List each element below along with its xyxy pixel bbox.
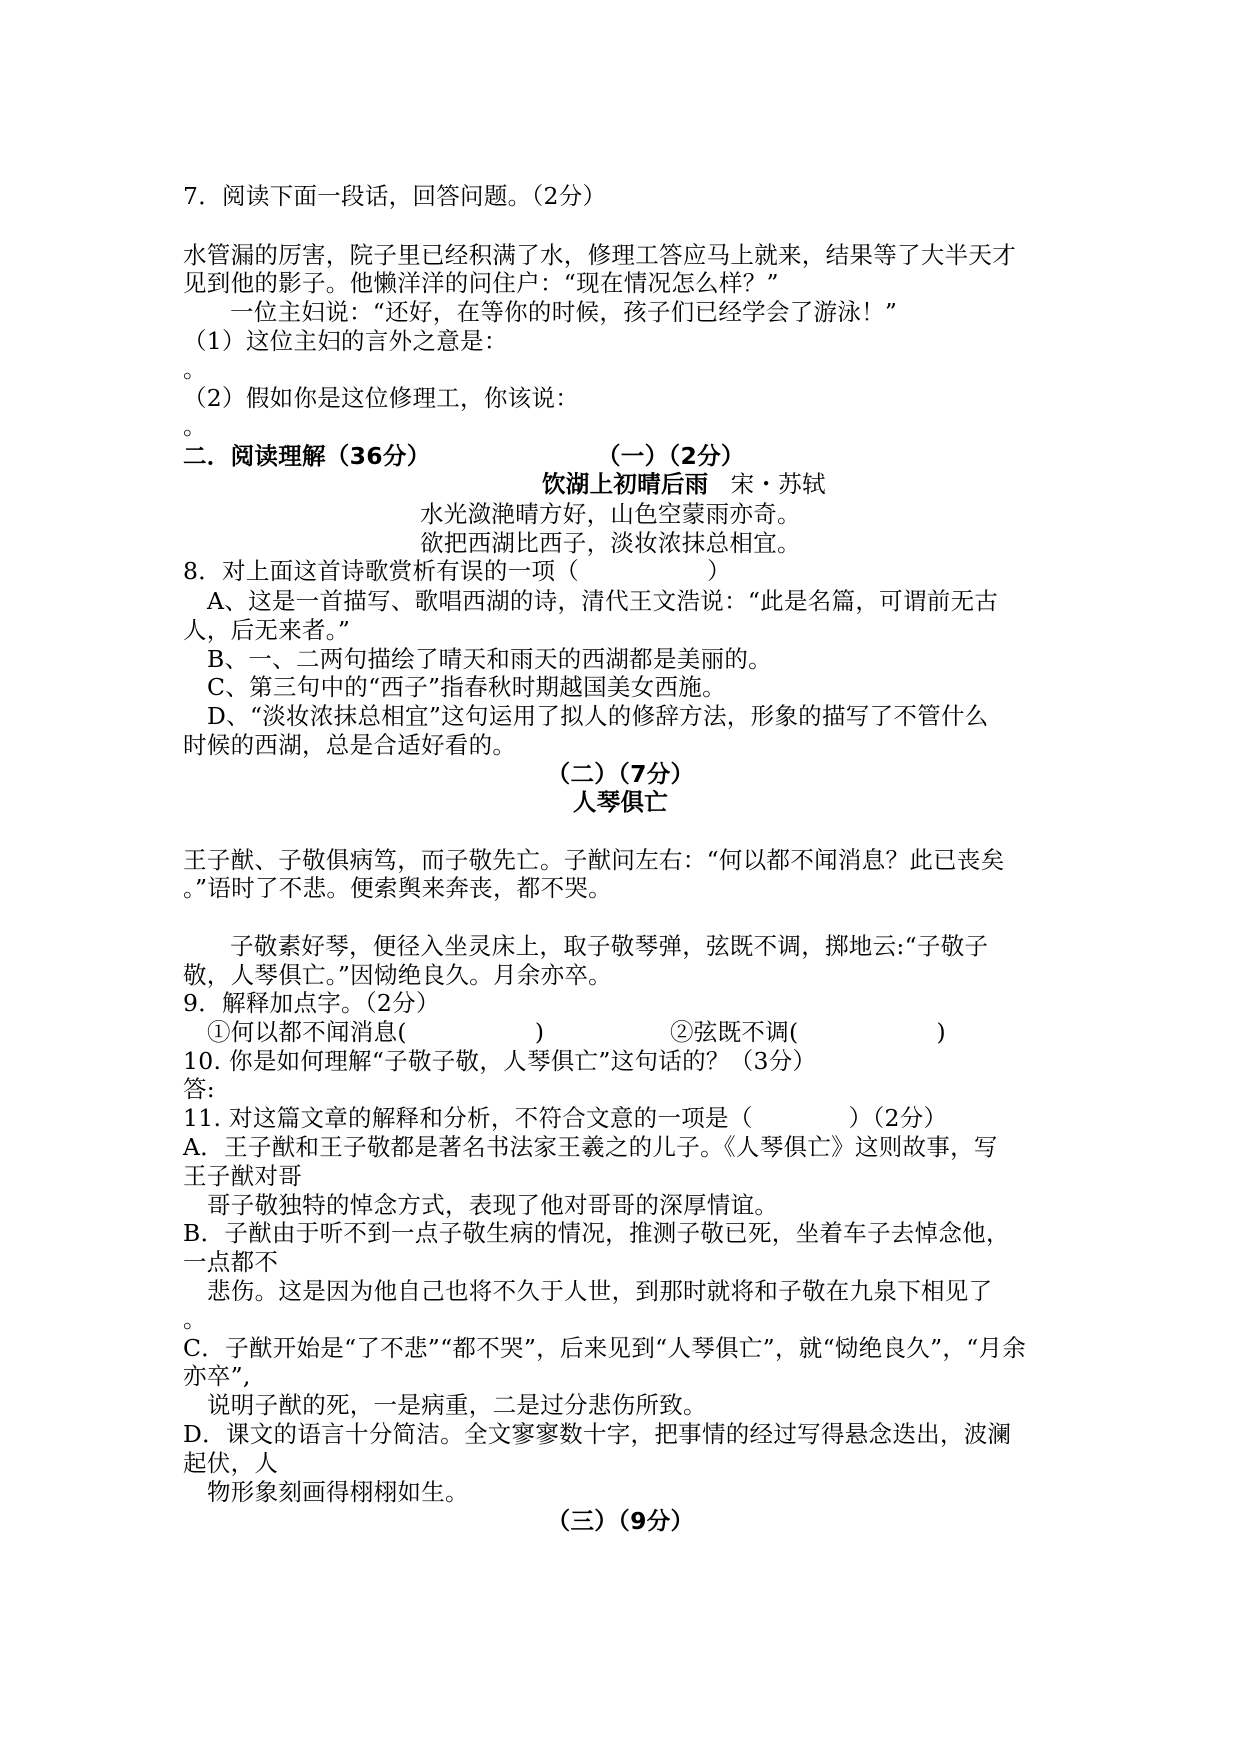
part2-text-title: 人琴俱亡 <box>572 788 669 816</box>
poem-title: 饮湖上初晴后雨 <box>542 470 709 498</box>
q7-sub1: （1）这位主妇的言外之意是： <box>183 327 508 355</box>
q8-prompt-close: ） <box>707 557 731 585</box>
q7-paragraph-line3: 一位主妇说：“还好，在等你的时候，孩子们已经学会了游泳！” <box>230 298 898 326</box>
q8-option-a-line2: 人，后无来者。” <box>183 616 351 644</box>
q9-item1-text: ①何以都不闻消息( <box>207 1018 407 1046</box>
passage-p2-line2: 敬，人琴俱亡。”因恸绝良久。月余亦卒。 <box>183 961 612 989</box>
section2-title: 二．阅读理解（36分） <box>183 442 431 470</box>
q7-prompt: 7．阅读下面一段话，回答问题。（2分） <box>183 182 607 210</box>
q9-prompt: 9．解释加点字。（2分） <box>183 989 440 1017</box>
q8-prompt-text: 8．对上面这首诗歌赏析有误的一项（ <box>183 557 580 585</box>
q11-option-c-line3: 说明子猷的死，一是病重，二是过分悲伤所致。 <box>207 1391 707 1419</box>
part3-title: （三）（9分） <box>546 1507 695 1535</box>
passage-p1-line1: 王子猷、子敬俱病笃，而子敬先亡。子猷问左右：“何以都不闻消息？此已丧矣 <box>183 846 1005 874</box>
q11-option-a-line3: 哥子敬独特的悼念方式，表现了他对哥哥的深厚情谊。 <box>207 1191 779 1219</box>
q9-item2-text: ②弦既不调( <box>670 1018 799 1046</box>
poem-line1: 水光潋滟晴方好，山色空蒙雨亦奇。 <box>420 500 801 528</box>
q8-option-d-line1: D、“淡妆浓抹总相宜”这句运用了拟人的修辞方法，形象的描写了不管什么 <box>207 702 989 730</box>
q11-option-b-line3: 悲伤。这是因为他自己也将不久于人世，到那时就将和子敬在九泉下相见了 <box>207 1277 993 1305</box>
q11-prompt-text: 11. 对这篇文章的解释和分析，不符合文意的一项是（ <box>183 1104 753 1132</box>
passage-p1-line2: 。”语时了不悲。便索舆来奔丧，都不哭。 <box>183 874 612 902</box>
q10-answer-label: 答: <box>183 1075 216 1103</box>
q7-sub2: （2）假如你是这位修理工，你该说： <box>183 384 580 412</box>
q7-paragraph-line1: 水管漏的厉害，院子里已经积满了水，修理工答应马上就来，结果等了大半天才 <box>183 241 1016 269</box>
q7-sub1-end: 。 <box>183 355 207 383</box>
q7-paragraph-line2: 见到他的影子。他懒洋洋的问住户：“现在情况怎么样？” <box>183 269 779 297</box>
poem-author: 宋・苏轼 <box>730 470 826 498</box>
q11-option-a-line2: 王子猷对哥 <box>183 1162 302 1190</box>
q11-option-b-line2: 一点都不 <box>183 1248 279 1276</box>
poem-line2: 欲把西湖比西子，淡妆浓抹总相宜。 <box>420 529 801 557</box>
poem-heading <box>542 469 826 499</box>
q8-option-c: C、第三句中的“西子”指春秋时期越国美女西施。 <box>207 673 726 701</box>
q11-option-b-line4: 。 <box>183 1305 207 1333</box>
q11-option-d-line2: 起伏，人 <box>183 1449 279 1477</box>
q11-option-d-line1: D．课文的语言十分简洁。全文寥寥数十字，把事情的经过写得悬念迭出，波澜 <box>183 1420 1012 1448</box>
passage-p2-line1: 子敬素好琴，便径入坐灵床上，取子敬琴弹，弦既不调，掷地云:“子敬子 <box>230 932 989 960</box>
q9-item1-close: ) <box>534 1018 545 1046</box>
q8-option-a-line1: A、这是一首描写、歌唱西湖的诗，清代王文浩说：“此是名篇，可谓前无古 <box>207 587 999 615</box>
q11-option-c-line1: C．子猷开始是“了不悲”“都不哭”，后来见到“人琴俱亡”，就“恸绝良久”，“月余 <box>183 1334 1027 1362</box>
q11-prompt <box>183 1103 947 1133</box>
q11-prompt-close: ）（2分） <box>848 1104 948 1132</box>
q7-sub2-end: 。 <box>183 412 207 440</box>
q9-item2-close: ) <box>936 1018 946 1046</box>
q11-option-b-line1: B．子猷由于听不到一点子敬生病的情况，推测子敬已死，坐着车子去悼念他， <box>183 1219 1010 1247</box>
q11-option-a-line1: A．王子猷和王子敬都是著名书法家王羲之的儿子。《人琴俱亡》这则故事，写 <box>183 1133 998 1161</box>
q8-option-b: B、一、二两句描绘了晴天和雨天的西湖都是美丽的。 <box>207 645 772 673</box>
q11-option-d-line3: 物形象刻画得栩栩如生。 <box>207 1478 469 1506</box>
q8-prompt <box>183 556 731 586</box>
q11-option-c-line2: 亦卒”, <box>183 1362 251 1390</box>
part1-title: （一）（2分） <box>597 442 745 470</box>
q9-item2 <box>670 1017 946 1047</box>
q9-item1 <box>207 1017 544 1047</box>
q8-option-d-line2: 时候的西湖，总是合适好看的。 <box>183 731 517 759</box>
part2-title: （二）（7分） <box>546 760 695 788</box>
q10-prompt: 10. 你是如何理解“子敬子敬，人琴俱亡”这句话的？（3分） <box>183 1047 817 1075</box>
